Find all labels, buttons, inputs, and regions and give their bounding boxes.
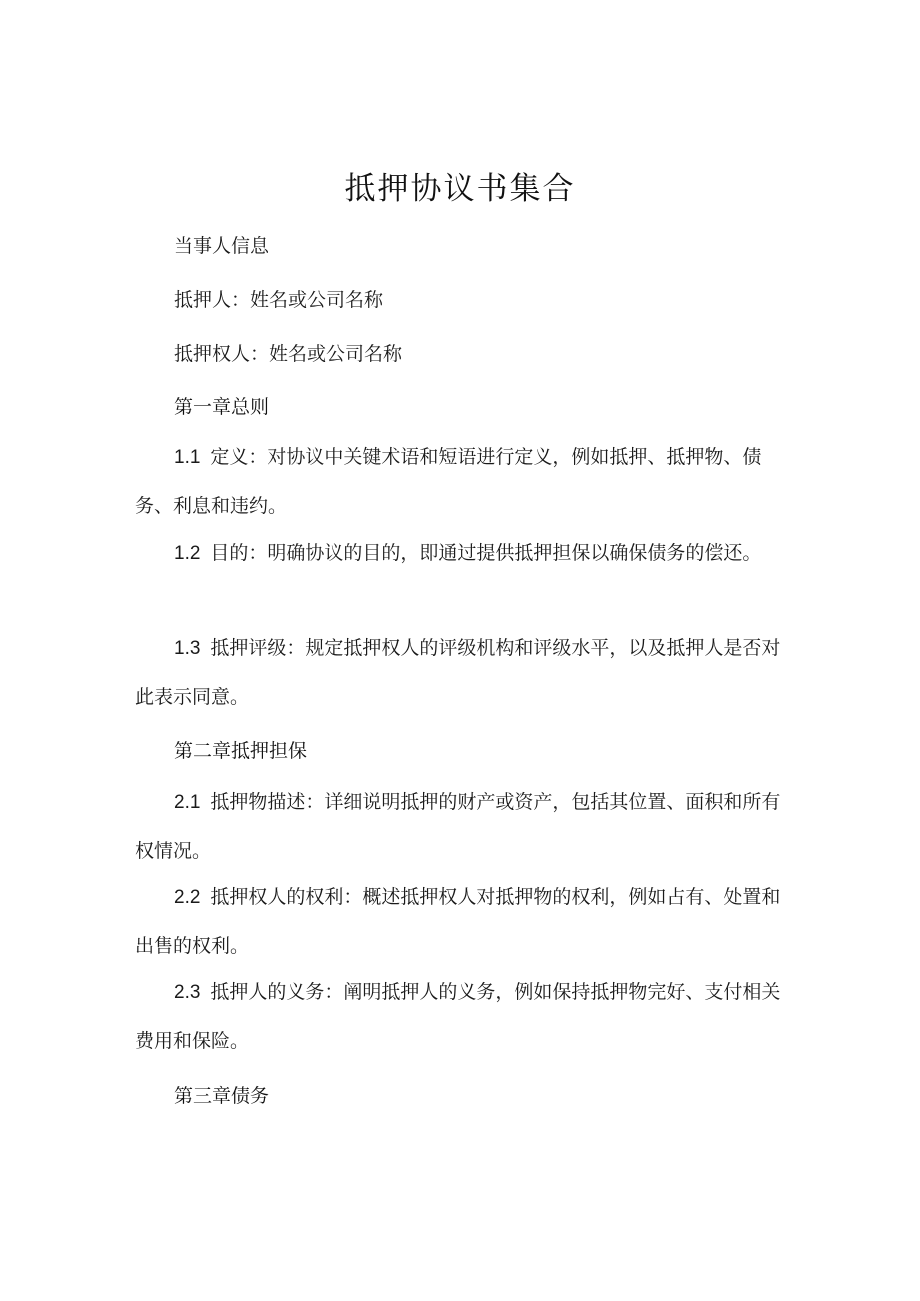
- clause-1-2: [135, 529, 785, 578]
- clause-number: 1.2: [174, 543, 201, 564]
- clause-text: 目的：明确协议的目的，即通过提供抵押担保以确保债务的偿还。: [210, 542, 762, 564]
- clause-2-2: [135, 873, 785, 970]
- clause-text: 定义：对协议中关键术语和短语进行定义，例如抵押、抵押物、债务、利息和违约。: [135, 446, 762, 517]
- clause-2-3: [135, 968, 785, 1065]
- clause-2-1: [135, 778, 785, 875]
- clause-text: 抵押物描述：详细说明抵押的财产或资产，包括其位置、面积和所有权情况。: [135, 791, 781, 862]
- clause-1-3: [135, 624, 785, 721]
- chapter-1-heading: 第一章总则: [174, 396, 270, 418]
- mortgagor-line: 抵押人：姓名或公司名称: [174, 289, 384, 311]
- clause-text: 抵押人的义务：阐明抵押人的义务，例如保持抵押物完好、支付相关费用和保险。: [135, 981, 781, 1052]
- clause-1-1: [135, 433, 785, 530]
- clause-text: 抵押权人的权利：概述抵押权人对抵押物的权利，例如占有、处置和出售的权利。: [135, 886, 781, 957]
- clause-number: 1.1: [174, 447, 201, 468]
- clause-text: 抵押评级：规定抵押权人的评级机构和评级水平，以及抵押人是否对此表示同意。: [135, 637, 781, 708]
- clause-number: 2.1: [174, 792, 201, 813]
- chapter-2-heading: 第二章抵押担保: [174, 740, 308, 762]
- document-title: 抵押协议书集合: [344, 171, 576, 207]
- party-info-heading: 当事人信息: [174, 235, 270, 257]
- clause-number: 1.3: [174, 638, 201, 659]
- mortgagee-line: 抵押权人：姓名或公司名称: [174, 343, 403, 365]
- chapter-3-heading: 第三章债务: [174, 1085, 270, 1107]
- clause-number: 2.3: [174, 982, 201, 1003]
- clause-number: 2.2: [174, 887, 201, 908]
